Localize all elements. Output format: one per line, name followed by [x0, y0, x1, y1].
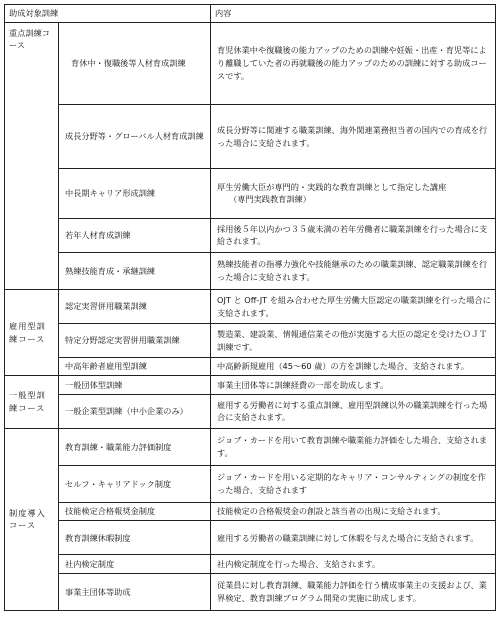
course-description: 製造業、建設業、情報通信業その他が実施する大臣の認定を受けたＯＪＴ訓練です。: [211, 324, 496, 358]
course-name: 認定実習併用職業訓練: [59, 289, 211, 323]
course-description: 技能検定の合格報奨金の創設と該当者の出現に支給されます。: [211, 503, 496, 521]
table-row: [5, 218, 496, 252]
course-description: 成長分野等に関連する職業訓練、海外関連業務担当者の国内での育成を行った場合に支給されます。: [211, 105, 496, 169]
course-description: 採用後５年以内かつ３５歳未満の若年労働者に職業訓練を行った場合に支給されます。: [211, 218, 496, 252]
category-label: 重点訓練コース: [5, 22, 59, 289]
course-name: 若年人材育成訓練: [59, 218, 211, 252]
training-course-table: [4, 4, 496, 611]
course-description: 従業員に対し教育訓練、職業能力評価を行う構成事業主の支援および、業界検定、教育訓練プログラム開発の実施に助成します。: [211, 573, 496, 610]
header-target-training: 助成対象訓練: [5, 5, 211, 23]
course-description: 雇用する労働者の職業訓練に対して休暇を与えた場合に支給されます。: [211, 521, 496, 555]
course-name: 教育訓練・職業能力評価制度: [59, 428, 211, 465]
course-description: 熟練技能者の指導力強化や技能継承のための職業訓練、認定職業訓練を行った場合に支給されます。: [211, 252, 496, 289]
table-row: [5, 503, 496, 521]
course-description: 育児休業中や復職後の能力アップのための訓練や妊娠・出産・育児等により離職していた者の再就職後の能力アップのための訓練に対する助成コースです。: [211, 22, 496, 105]
course-name: 一般企業型訓練（中小企業のみ）: [59, 394, 211, 428]
table-row: [5, 465, 496, 502]
subsidy-training-table-document: [4, 4, 495, 611]
course-name: 中長期キャリア形成訓練: [59, 169, 211, 219]
course-name: 熟練技能育成・承継訓練: [59, 252, 211, 289]
course-description: ジョブ・カードを用いて教育訓練や職業能力評価をした場合、支給されます。: [211, 428, 496, 465]
course-description: ジョブ・カードを用いる定期的なキャリア・コンサルティングの制度を作った場合、支給されます: [211, 465, 496, 502]
table-row: [5, 22, 496, 105]
category-label: 雇用型訓練コース: [5, 289, 59, 375]
header-content: 内容: [211, 5, 496, 23]
course-description: 社内検定制度を行った場合、支給されます。: [211, 555, 496, 573]
table-row: [5, 169, 496, 219]
table-row: [5, 394, 496, 428]
category-label: 一般型訓練コース: [5, 376, 59, 428]
course-name: 事業主団体等助成: [59, 573, 211, 610]
course-name: 社内検定制度: [59, 555, 211, 573]
table-row: [5, 521, 496, 555]
table-row: [5, 289, 496, 323]
table-row: [5, 555, 496, 573]
course-name: 中高年齢者雇用型訓練: [59, 358, 211, 376]
table-row: [5, 428, 496, 465]
course-description: 中高齢新規雇用（45～60 歳）の方を訓練した場合、支給されます。: [211, 358, 496, 376]
course-description: [211, 169, 496, 219]
course-name: 一般団体型訓練: [59, 376, 211, 394]
table-row: [5, 324, 496, 358]
course-description: 事業主団体等に訓練経費の一部を助成します。: [211, 376, 496, 394]
course-name: 特定分野認定実習併用職業訓練: [59, 324, 211, 358]
course-name: 教育訓練休暇制度: [59, 521, 211, 555]
category-label: 制度導入コース: [5, 428, 59, 610]
course-description-note: （専門実践教育訓練）: [229, 194, 311, 205]
course-description: 雇用する労働者に対する重点訓練、雇用型訓練以外の職業訓練を行った場合に支給されます。: [211, 394, 496, 428]
table-row: [5, 358, 496, 376]
course-description-line: 厚生労働大臣が専門的・実践的な教育訓練として指定した講座: [217, 181, 447, 192]
table-header-row: [5, 5, 496, 23]
table-row: [5, 252, 496, 289]
course-name: 成長分野等・グローバル人材育成訓練: [59, 105, 211, 169]
course-name: 技能検定合格報奨金制度: [59, 503, 211, 521]
course-name: セルフ・キャリアドック制度: [59, 465, 211, 502]
table-row: [5, 376, 496, 394]
table-row: [5, 573, 496, 610]
course-description: OJT と Off-JT を組み合わせた厚生労働大臣認定の職業訓練を行った場合に支給されます。: [211, 289, 496, 323]
course-name: 育休中・復職後等人材育成訓練: [59, 22, 211, 105]
table-row: [5, 105, 496, 169]
